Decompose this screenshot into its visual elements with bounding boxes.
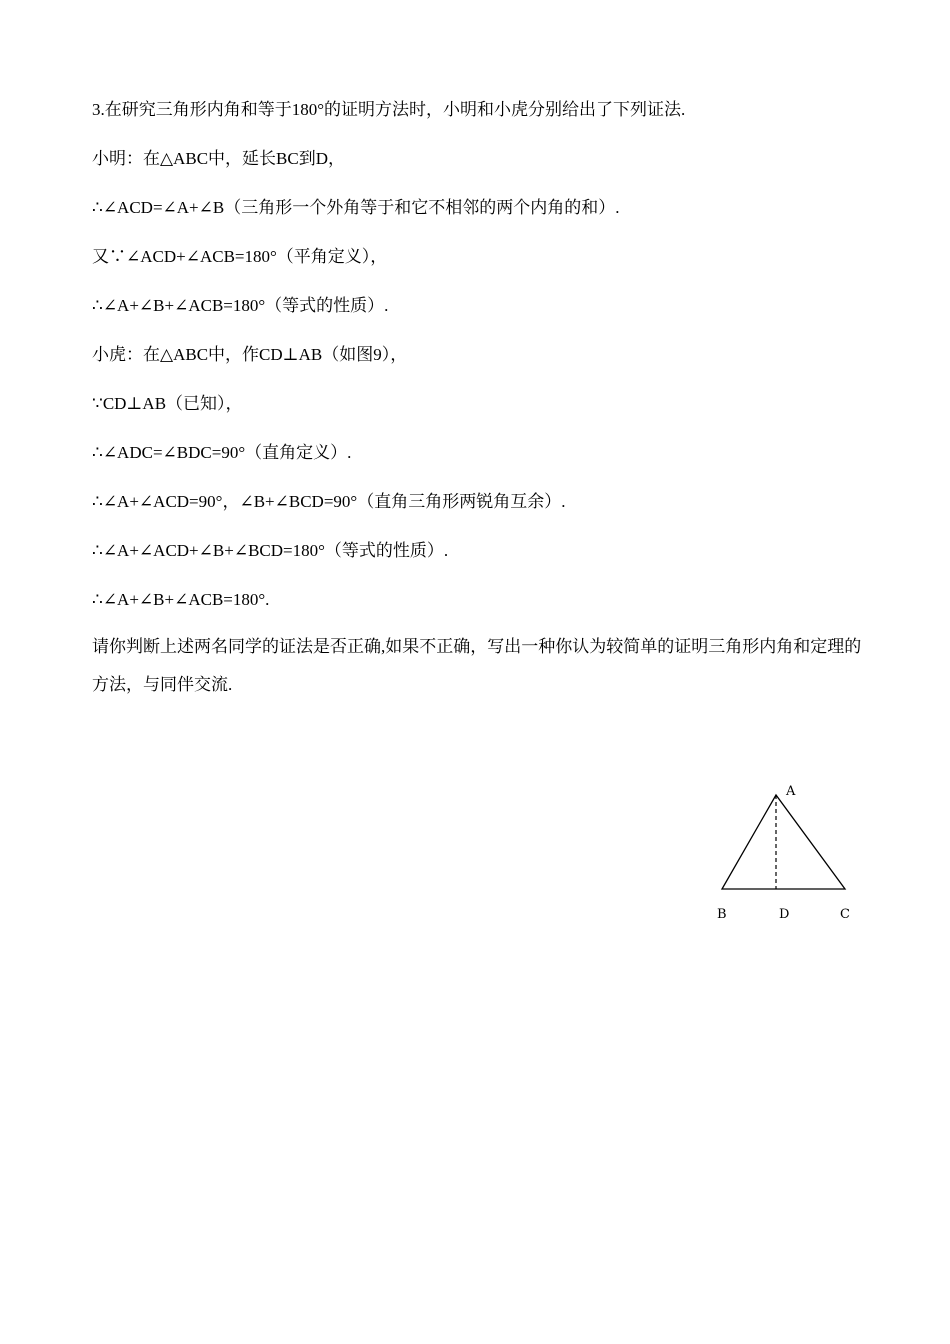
problem-line-8: ∴∠ADC=∠BDC=90°（直角定义）. <box>92 443 352 462</box>
problem-line-4: 又∵∠ACD+∠ACB=180°（平角定义）， <box>92 247 388 266</box>
label-d: D <box>779 907 790 922</box>
problem-line-9: ∴∠A+∠ACD=90°，∠B+∠BCD=90°（直角三角形两锐角互余）. <box>92 492 566 511</box>
problem-line-1: 3.在研究三角形内角和等于180°的证明方法时，小明和小虎分别给出了下列证法. <box>92 100 686 119</box>
problem-line-5: ∴∠A+∠B+∠ACB=180°（等式的性质）. <box>92 296 389 315</box>
triangle-figure <box>700 775 870 935</box>
problem-line-2: 小明：在△ABC中，延长BC到D， <box>92 149 345 168</box>
label-c: C <box>840 907 850 922</box>
triangle-diagram <box>700 775 870 935</box>
problem-line-6: 小虎：在△ABC中，作CD⊥AB（如图9）， <box>92 345 408 364</box>
problem-line-7: ∵CD⊥AB（已知）， <box>92 394 243 413</box>
question-paragraph: 请你判断上述两名同学的证法是否正确,如果不正确，写出一种你认为较简单的证明三角形内角和定理的方法，与同伴交流. <box>92 637 862 694</box>
label-a: A <box>786 784 796 799</box>
problem-line-10: ∴∠A+∠ACD+∠B+∠BCD=180°（等式的性质）. <box>92 541 449 560</box>
triangle-abc <box>722 795 845 889</box>
problem-line-11: ∴∠A+∠B+∠ACB=180°. <box>92 590 270 609</box>
label-b: B <box>717 907 727 922</box>
problem-line-3: ∴∠ACD=∠A+∠B（三角形一个外角等于和它不相邻的两个内角的和）. <box>92 198 620 217</box>
